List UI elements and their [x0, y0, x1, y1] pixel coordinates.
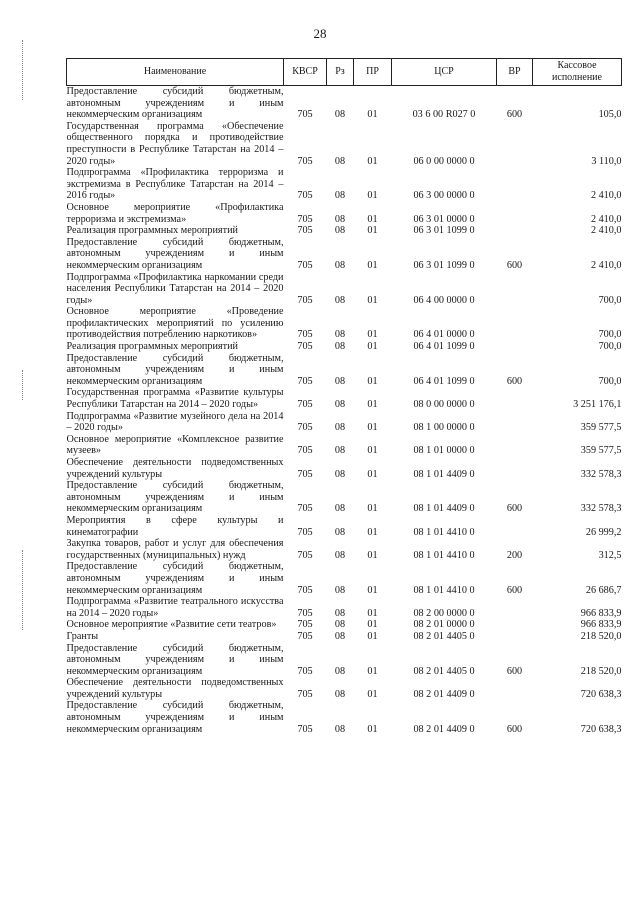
- cell-csr: 08 2 00 0000 0: [413, 607, 475, 619]
- cell-pr: 01: [367, 445, 378, 457]
- cell-vr: [497, 515, 533, 538]
- cell-vr: [497, 631, 533, 643]
- cell-pr: 01: [367, 723, 378, 735]
- cell-csr: 06 3 01 0000 0: [413, 213, 475, 225]
- cell-kvsr: 705: [297, 422, 313, 434]
- cell-kvsr: 705: [297, 213, 313, 225]
- cell-pr: 01: [367, 375, 378, 387]
- cell-vr: [497, 387, 533, 410]
- cell-pr: 01: [367, 630, 378, 642]
- cell-amount: 359 577,5: [580, 445, 622, 457]
- header-name: Наименование: [67, 59, 284, 86]
- cell-csr: 06 4 01 0000 0: [413, 329, 475, 341]
- cell-csr: 06 3 01 1099 0: [413, 259, 475, 271]
- cell-csr: 06 4 01 1099 0: [413, 341, 475, 353]
- table-row: [67, 457, 622, 480]
- cell-name: Предоставление субсидий бюджетным, автономным учреждениям и иным некоммерческим организациям: [66, 86, 284, 121]
- cell-pr: 01: [367, 190, 378, 202]
- cell-rz: 08: [334, 630, 346, 642]
- cell-name: Подпрограмма «Развитие театрального искусства на 2014 – 2020 годы»: [66, 596, 284, 619]
- cell-rz: 08: [334, 607, 346, 619]
- header-rz: Рз: [327, 59, 354, 86]
- cell-csr: 08 2 01 4405 0: [413, 630, 475, 642]
- cell-pr: 01: [367, 688, 378, 700]
- cell-pr: 01: [367, 584, 378, 596]
- cell-pr: 01: [367, 619, 378, 631]
- cell-vr: [497, 225, 533, 237]
- cell-csr: 08 1 01 4410 0: [413, 526, 475, 538]
- table-row: [67, 225, 622, 237]
- cell-rz: 08: [334, 109, 346, 121]
- cell-pr: 01: [367, 503, 378, 515]
- cell-name: Мероприятия в сфере культуры и кинематографии: [66, 514, 284, 538]
- cell-rz: 08: [334, 422, 346, 434]
- cell-name: Гранты: [66, 630, 99, 642]
- cell-csr: 08 1 01 4409 0: [413, 503, 475, 515]
- table-row: [67, 643, 622, 678]
- table-row: [67, 480, 622, 515]
- cell-rz: 08: [334, 259, 346, 271]
- header-pr: ПР: [354, 59, 392, 86]
- cell-kvsr: 705: [297, 190, 313, 202]
- cell-kvsr: 705: [297, 329, 313, 341]
- cell-kvsr: 705: [297, 503, 313, 515]
- table-row: [67, 353, 622, 388]
- cell-kvsr: 705: [297, 526, 313, 538]
- cell-name: Подпрограмма «Профилактика наркомании среди населения Республики Татарстан на 2014 – 2020 годы»: [66, 271, 284, 306]
- cell-amount: 218 520,0: [580, 630, 622, 642]
- binding-margin-mark: [22, 550, 23, 630]
- table-row: [67, 237, 622, 272]
- cell-rz: 08: [334, 375, 346, 387]
- cell-csr: 06 4 00 0000 0: [413, 294, 475, 306]
- table-row: [67, 561, 622, 596]
- cell-pr: 01: [367, 607, 378, 619]
- cell-rz: 08: [334, 399, 346, 411]
- table-row: [67, 411, 622, 434]
- table-row: [67, 677, 622, 700]
- cell-csr: 06 0 00 0000 0: [413, 155, 475, 167]
- cell-kvsr: 705: [297, 607, 313, 619]
- cell-vr: 600: [506, 109, 523, 121]
- cell-vr: [497, 341, 533, 353]
- cell-vr: [497, 619, 533, 631]
- table-row: [67, 596, 622, 619]
- table-row: [67, 434, 622, 457]
- cell-kvsr: 705: [297, 375, 313, 387]
- table-header: [67, 59, 622, 86]
- table-row: [67, 86, 622, 121]
- cell-amount: 359 577,5: [580, 422, 622, 434]
- cell-name: Основное мероприятие «Комплексное развитие музеев»: [66, 433, 284, 457]
- table-body: [67, 86, 622, 736]
- cell-amount: 332 578,3: [580, 468, 622, 480]
- cell-pr: 01: [367, 329, 378, 341]
- cell-vr: [497, 306, 533, 341]
- cell-amount: 2 410,0: [590, 213, 622, 225]
- cell-amount: 312,5: [598, 549, 622, 561]
- cell-kvsr: 705: [297, 723, 313, 735]
- cell-kvsr: 705: [297, 665, 313, 677]
- cell-name: Обеспечение деятельности подведомственных учреждений культуры: [66, 677, 284, 700]
- cell-vr: [497, 596, 533, 619]
- cell-name: Основное мероприятие «Развитие сети театров»: [66, 619, 277, 631]
- cell-name: Основное мероприятие «Профилактика терроризма и экстремизма»: [66, 201, 284, 225]
- cell-amount: 966 833,9: [580, 619, 622, 631]
- cell-vr: 600: [506, 665, 523, 677]
- cell-csr: 08 1 01 4409 0: [413, 468, 475, 480]
- cell-pr: 01: [367, 294, 378, 306]
- cell-name: Предоставление субсидий бюджетным, автономным учреждениям и иным некоммерческим организациям: [66, 352, 284, 387]
- budget-execution-table: [66, 58, 622, 735]
- cell-name: Предоставление субсидий бюджетным, автономным учреждениям и иным некоммерческим организациям: [66, 642, 284, 677]
- cell-rz: 08: [334, 329, 346, 341]
- cell-name: Предоставление субсидий бюджетным, автономным учреждениям и иным некоммерческим организациям: [66, 700, 284, 735]
- cell-csr: 08 2 01 0000 0: [413, 619, 475, 631]
- cell-pr: 01: [367, 155, 378, 167]
- cell-vr: 600: [506, 723, 523, 735]
- cell-vr: 200: [506, 549, 523, 561]
- cell-csr: 08 2 01 4405 0: [413, 665, 475, 677]
- cell-rz: 08: [334, 549, 346, 561]
- cell-rz: 08: [334, 619, 346, 631]
- cell-pr: 01: [367, 213, 378, 225]
- cell-kvsr: 705: [297, 619, 313, 631]
- table-row: [67, 121, 622, 167]
- cell-csr: 08 1 01 4410 0: [413, 549, 475, 561]
- cell-vr: [497, 272, 533, 307]
- cell-kvsr: 705: [297, 399, 313, 411]
- cell-amount: 700,0: [598, 294, 622, 306]
- cell-kvsr: 705: [297, 445, 313, 457]
- cell-amount: 218 520,0: [580, 665, 622, 677]
- cell-amount: 332 578,3: [580, 503, 622, 515]
- cell-amount: 2 410,0: [590, 190, 622, 202]
- cell-amount: 720 638,3: [580, 723, 622, 735]
- cell-pr: 01: [367, 422, 378, 434]
- cell-name: Подпрограмма «Развитие музейного дела на 2014 – 2020 годы»: [66, 410, 284, 434]
- cell-amount: 26 686,7: [585, 584, 622, 596]
- cell-pr: 01: [367, 109, 378, 121]
- cell-kvsr: 705: [297, 259, 313, 271]
- cell-pr: 01: [367, 399, 378, 411]
- cell-rz: 08: [334, 294, 346, 306]
- cell-amount: 3 110,0: [591, 155, 622, 167]
- cell-rz: 08: [334, 688, 346, 700]
- cell-kvsr: 705: [297, 225, 313, 237]
- cell-csr: 08 2 01 4409 0: [413, 723, 475, 735]
- cell-vr: 600: [506, 584, 523, 596]
- header-amount: Кассовое исполнение: [533, 59, 622, 86]
- cell-kvsr: 705: [297, 341, 313, 353]
- cell-rz: 08: [334, 445, 346, 457]
- cell-csr: 06 4 01 1099 0: [413, 375, 475, 387]
- cell-amount: 700,0: [598, 375, 622, 387]
- cell-name: Предоставление субсидий бюджетным, автономным учреждениям и иным некоммерческим организациям: [66, 480, 284, 515]
- cell-pr: 01: [367, 665, 378, 677]
- cell-rz: 08: [334, 225, 346, 237]
- cell-name: Реализация программных мероприятий: [66, 341, 238, 353]
- cell-rz: 08: [334, 155, 346, 167]
- table-row: [67, 631, 622, 643]
- cell-amount: 2 410,0: [590, 259, 622, 271]
- table-row: [67, 387, 622, 410]
- cell-amount: 105,0: [598, 109, 622, 121]
- cell-rz: 08: [334, 341, 346, 353]
- cell-kvsr: 705: [297, 630, 313, 642]
- cell-csr: 06 3 01 1099 0: [413, 225, 475, 237]
- cell-vr: [497, 434, 533, 457]
- cell-kvsr: 705: [297, 155, 313, 167]
- cell-vr: [497, 202, 533, 225]
- table-row: [67, 202, 622, 225]
- cell-vr: 600: [506, 503, 523, 515]
- table-row: [67, 272, 622, 307]
- cell-vr: [497, 411, 533, 434]
- cell-name: Обеспечение деятельности подведомственных учреждений культуры: [66, 457, 284, 480]
- cell-vr: 600: [506, 259, 523, 271]
- cell-csr: 06 3 00 0000 0: [413, 190, 475, 202]
- cell-pr: 01: [367, 526, 378, 538]
- cell-pr: 01: [367, 225, 378, 237]
- cell-rz: 08: [334, 526, 346, 538]
- cell-amount: 720 638,3: [580, 688, 622, 700]
- table-row: [67, 341, 622, 353]
- cell-pr: 01: [367, 468, 378, 480]
- cell-rz: 08: [334, 213, 346, 225]
- table-row: [67, 306, 622, 341]
- cell-name: Реализация программных мероприятий: [66, 225, 238, 237]
- table-row: [67, 167, 622, 202]
- header-csr: ЦСР: [392, 59, 497, 86]
- cell-csr: 08 1 01 0000 0: [413, 445, 475, 457]
- cell-csr: 08 0 00 0000 0: [413, 399, 475, 411]
- cell-vr: 600: [506, 375, 523, 387]
- table-row: [67, 619, 622, 631]
- cell-kvsr: 705: [297, 294, 313, 306]
- cell-pr: 01: [367, 341, 378, 353]
- cell-csr: 08 2 01 4409 0: [413, 688, 475, 700]
- header-vr: ВР: [497, 59, 533, 86]
- cell-csr: 08 1 01 4410 0: [413, 584, 475, 596]
- binding-margin-mark: [22, 370, 23, 400]
- cell-name: Подпрограмма «Профилактика терроризма и экстремизма в Республике Татарстан на 2014 – 2016 годы»: [66, 167, 284, 202]
- cell-kvsr: 705: [297, 688, 313, 700]
- cell-name: Основное мероприятие «Проведение профилактических мероприятий по усилению противодействия потреблению наркотиков»: [66, 306, 284, 341]
- table-row: [67, 538, 622, 561]
- cell-kvsr: 705: [297, 549, 313, 561]
- cell-kvsr: 705: [297, 584, 313, 596]
- cell-vr: [497, 167, 533, 202]
- cell-name: Предоставление субсидий бюджетным, автономным учреждениям и иным некоммерческим организациям: [66, 561, 284, 596]
- cell-pr: 01: [367, 259, 378, 271]
- cell-rz: 08: [334, 190, 346, 202]
- cell-amount: 700,0: [598, 341, 622, 353]
- cell-vr: [497, 677, 533, 700]
- header-kvsr: КВСР: [284, 59, 327, 86]
- cell-csr: 03 6 00 R027 0: [412, 109, 476, 121]
- cell-amount: 700,0: [598, 329, 622, 341]
- cell-amount: 26 999,2: [585, 526, 622, 538]
- cell-amount: 3 251 176,1: [573, 399, 622, 411]
- table-row: [67, 700, 622, 735]
- cell-rz: 08: [334, 468, 346, 480]
- cell-kvsr: 705: [297, 468, 313, 480]
- binding-margin-mark: [22, 40, 23, 100]
- cell-name: Предоставление субсидий бюджетным, автономным учреждениям и иным некоммерческим организациям: [66, 236, 284, 271]
- cell-csr: 08 1 00 0000 0: [413, 422, 475, 434]
- cell-amount: 966 833,9: [580, 607, 622, 619]
- cell-name: Государственная программа «Обеспечение общественного порядка и противодействие преступности в Республике Татарстан на 2014 – 2020 годы»: [66, 120, 284, 167]
- cell-vr: [497, 457, 533, 480]
- cell-rz: 08: [334, 723, 346, 735]
- cell-name: Государственная программа «Развитие культуры Республики Татарстан на 2014 – 2020 годы»: [66, 387, 284, 411]
- cell-kvsr: 705: [297, 109, 313, 121]
- table-row: [67, 515, 622, 538]
- cell-rz: 08: [334, 665, 346, 677]
- cell-rz: 08: [334, 503, 346, 515]
- cell-name: Закупка товаров, работ и услуг для обеспечения государственных (муниципальных) нужд: [66, 538, 284, 561]
- cell-vr: [497, 121, 533, 167]
- page-number: 28: [313, 26, 327, 41]
- cell-pr: 01: [367, 549, 378, 561]
- cell-rz: 08: [334, 584, 346, 596]
- cell-amount: 2 410,0: [590, 225, 622, 237]
